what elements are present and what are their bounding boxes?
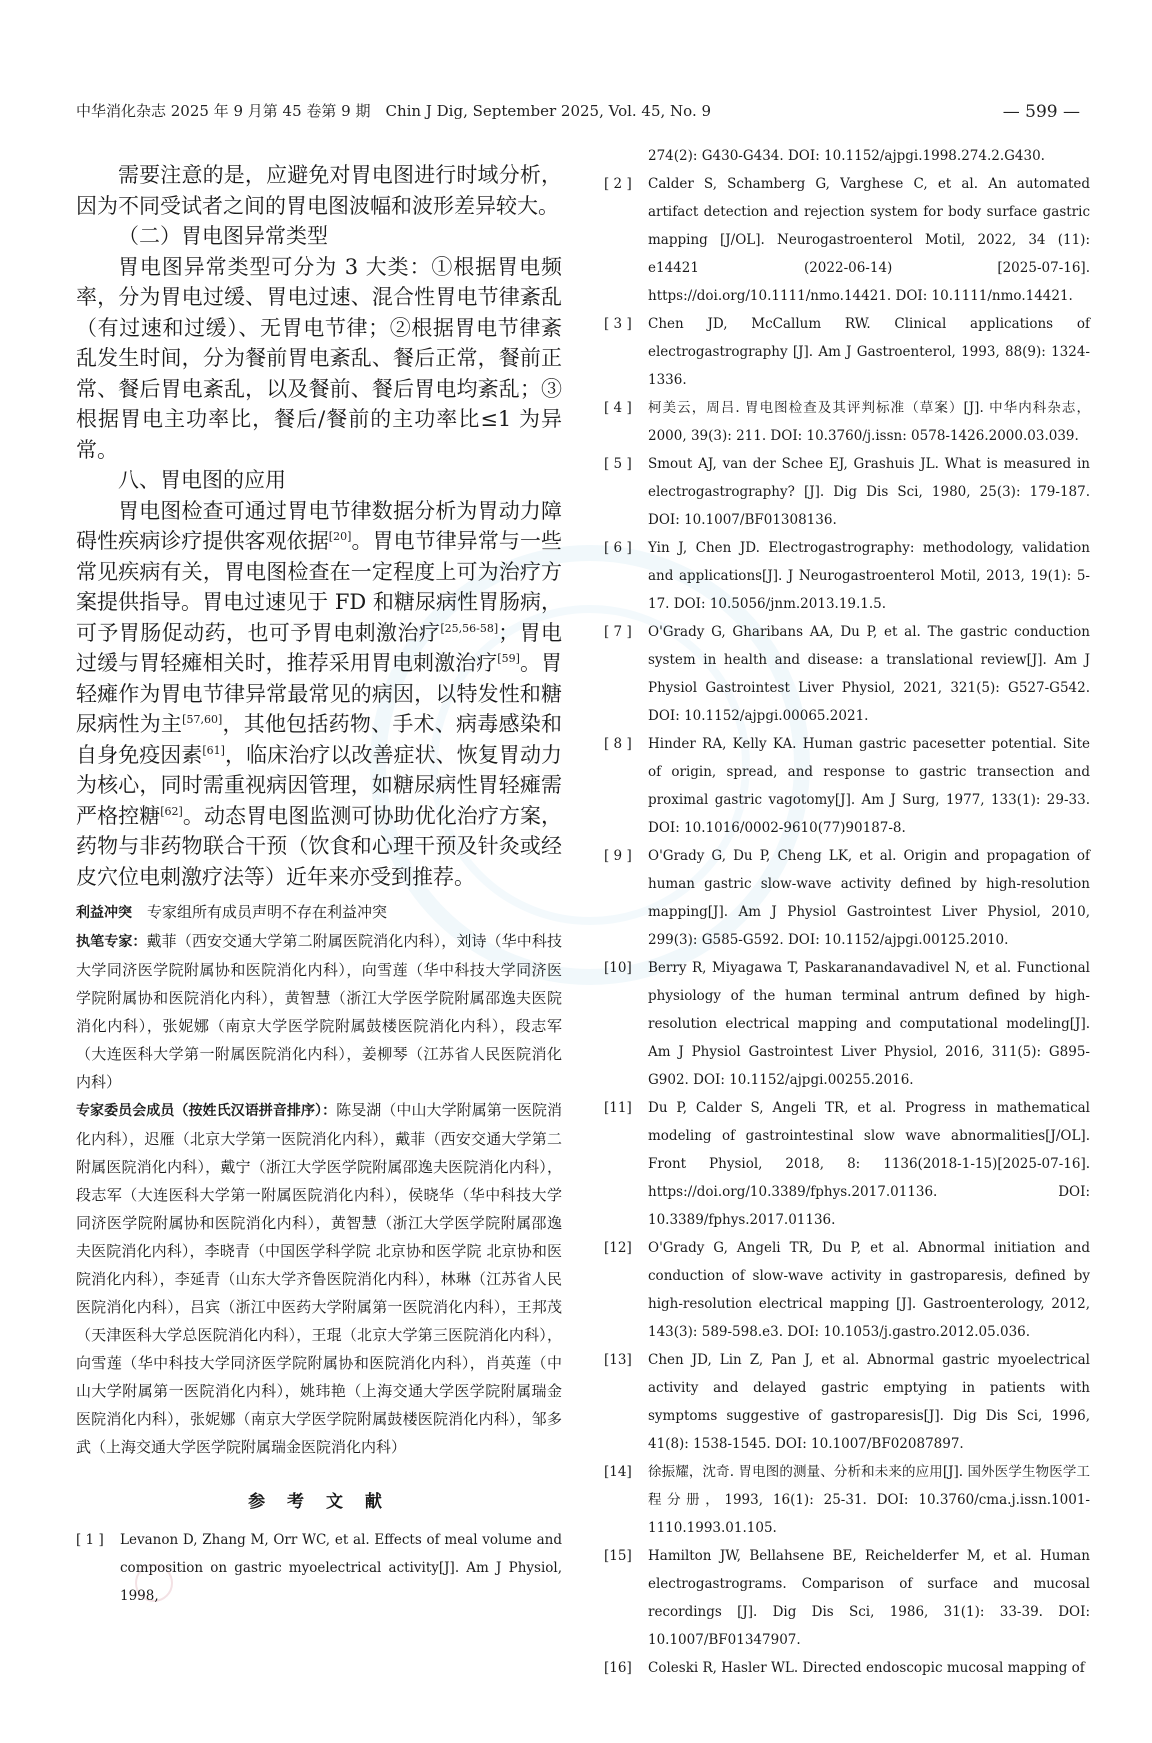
references-title: 参 考 文 献 <box>248 1492 390 1512</box>
right-column <box>604 142 1090 1682</box>
reference-continuation: 274(2): G430-G434. DOI: 10.1152/ajpgi.1998.274.2.G430. <box>648 148 1045 164</box>
citation: [20] <box>328 530 352 543</box>
reference-item: [ 4 ] 柯美云，周吕. 胃电图检查及其评判标准（草案）[J]. 中华内科杂志，2000, 39(3): 211. DOI: 10.3760/j.issn: 0578-1426.2000.03.039. <box>604 400 1090 444</box>
reference-item: [11] Du P, Calder S, Angeli TR, et al. Progress in mathematical modeling of gastrointestinal slow wave abnormalities[J/OL]. Front Physiol, 2018, 8: 1136(2018-1-15)[2025-07-16]. https://doi.org/10.3389/fphys.2017.01136. DOI: 10.3389/fphys.2017.01136. <box>604 1100 1090 1228</box>
reference-item: [ 8 ] Hinder RA, Kelly KA. Human gastric pacesetter potential. Site of origin, spread, and response to gastric transection and proximal gastric vagotomy[J]. Am J Surg, 1977, 133(1): 29-33. DOI: 10.1016/0002-9610(77)90187-8. <box>604 736 1090 836</box>
body-paragraph-3: 胃电图检查可通过胃电节律数据分析为胃动力障碍性疾病诊疗提供客观依据[20]。胃电节律异常与一些常见疾病有关，胃电图检查在一定程度上可为治疗方案提供指导。胃电过速见于 FD 和糖尿病性胃肠病，可予胃肠促动药，也可予胃电刺激治疗[25,56-58]；胃电过缓与胃轻瘫相关时，推荐采用胃电刺激治疗[59]。胃轻瘫作为胃电节律异常最常见的病因，以特发性和糖尿病性为主[57,60]，其他包括药物、手术、病毒感染和自身免疫因素[61]，临床治疗以改善症状、恢复胃动力为核心，同时需重视病因管理，如糖尿病性胃轻瘫需严格控糖[62]。动态胃电图监测可协助优化治疗方案，药物与非药物联合干预（饮食和心理干预及针灸或经皮穴位电刺激疗法等）近年来亦受到推荐。 <box>76 498 563 889</box>
committee-members: 专家委员会成员（按姓氏汉语拼音排序）：陈旻湖（中山大学附属第一医院消化内科），迟雁（北京大学第一医院消化内科），戴菲（西安交通大学第二附属医院消化内科），戴宁（浙江大学医学院附属邵逸夫医院消化内科），段志军（大连医科大学第一附属医院消化内科），侯晓华（华中科技大学同济医学院附属协和医院消化内科），黄智慧（浙江大学医学院附属邵逸夫医院消化内科），李晓青（中国医学科学院 北京协和医学院 北京协和医院消化内科），李延青（山东大学齐鲁医院消化内科），林琳（江苏省人民医院消化内科），吕宾（浙江中医药大学附属第一医院消化内科），王邦茂（天津医科大学总医院消化内科），王琨（北京大学第三医院消化内科），向雪莲（华中科技大学同济医学院附属协和医院消化内科），肖英莲（中山大学附属第一医院消化内科），姚玮艳（上海交通大学医学院附属瑞金医院消化内科），张妮娜（南京大学医学院附属鼓楼医院消化内科），邹多武（上海交通大学医学院附属瑞金医院消化内科） <box>76 1101 562 1456</box>
reference-item: [14] 徐振耀，沈奇. 胃电图的测量、分析和未来的应用[J]. 国外医学生物医学工程分册，1993, 16(1): 25-31. DOI: 10.3760/cma.j.issn.1001-1110.1993.01.105. <box>604 1464 1090 1536</box>
reference-item: [16] Coleski R, Hasler WL. Directed endoscopic mucosal mapping of <box>604 1660 1085 1676</box>
citation: [59] <box>497 652 520 665</box>
reference-item: [12] O'Grady G, Angeli TR, Du P, et al. Abnormal initiation and conduction of slow-wave activity in gastroparesis, defined by high-resolution electrical mapping [J]. Gastroenterology, 2012, 143(3): 589-598.e3. DOI: 10.1053/j.gastro.2012.05.036. <box>604 1240 1090 1340</box>
citation: [25,56-58] <box>440 621 499 635</box>
section-heading-2: （二）胃电图异常类型 <box>118 224 328 248</box>
left-column <box>76 160 562 1610</box>
reference-item: [ 5 ] Smout AJ, van der Schee EJ, Grashuis JL. What is measured in electrogastrography? [J]. Dig Dis Sci, 1980, 25(3): 179-187. DOI: 10.1007/BF01308136. <box>604 456 1090 528</box>
reference-item: [ 9 ] O'Grady G, Du P, Cheng LK, et al. Origin and propagation of human gastric slow-wave activity defined by high-resolution mapping[J]. Am J Physiol Gastrointest Liver Physiol, 2010, 299(3): G585-G592. DOI: 10.1152/ajpgi.00125.2010. <box>604 848 1090 948</box>
reference-item: [ 2 ] Calder S, Schamberg G, Varghese C, et al. An automated artifact detection and rejection system for body surface gastric mapping [J/OL]. Neurogastroenterol Motil, 2022, 34 (11): e14421 (2022-06-14) [2025-07-16]. https://doi.org/10.1111/nmo.14421. DOI: 10.1111/nmo.14421. <box>604 176 1090 304</box>
body-paragraph-2: 胃电图异常类型可分为 3 大类：①根据胃电频率，分为胃电过缓、胃电过速、混合性胃电节律紊乱（有过速和过缓）、无胃电节律；②根据胃电节律紊乱发生时间，分为餐前胃电紊乱、餐后正常，餐前正常、餐后胃电紊乱，以及餐前、餐后胃电均紊乱；③根据胃电主功率比，餐后/餐前的主功率比≤1 为异常。 <box>76 254 562 462</box>
reference-item: [ 6 ] Yin J, Chen JD. Electrogastrography: methodology, validation and applications[J]. J Neurogastroenterol Motil, 2013, 19(1): 5-17. DOI: 10.5056/jnm.2013.19.1.5. <box>604 540 1090 612</box>
reference-item: [15] Hamilton JW, Bellahsene BE, Reichelderfer M, et al. Human electrogastrograms. Comparison of surface and mucosal recordings [J]. Dig Dis Sci, 1986, 31(1): 33-39. DOI: 10.1007/BF01347907. <box>604 1548 1090 1648</box>
section-heading-8: 八、胃电图的应用 <box>118 468 286 492</box>
citation: [61] <box>202 743 225 757</box>
journal-citation: 中华消化杂志 2025 年 9 月第 45 卷第 9 期 Chin J Dig, September 2025, Vol. 45, No. 9 <box>76 102 712 120</box>
conflict-of-interest: 利益冲突 专家组所有成员声明不存在利益冲突 <box>76 903 388 921</box>
citation: [57,60] <box>182 713 223 726</box>
writing-experts: 执笔专家：戴菲（西安交通大学第二附属医院消化内科），刘诗（华中科技大学同济医学院附属协和医院消化内科），向雪莲（华中科技大学同济医学院附属协和医院消化内科），黄智慧（浙江大学医学院附属邵逸夫医院消化内科），张妮娜（南京大学医学院附属鼓楼医院消化内科），段志军（大连医科大学第一附属医院消化内科），姜柳琴（江苏省人民医院消化内科） <box>76 932 562 1091</box>
reference-item: [10] Berry R, Miyagawa T, Paskaranandavadivel N, et al. Functional physiology of the human terminal antrum defined by high-resolution electrical mapping and computational modeling[J]. Am J Physiol Gastrointest Liver Physiol, 2016, 311(5): G895-G902. DOI: 10.1152/ajpgi.00255.2016. <box>604 960 1090 1088</box>
reference-item: [13] Chen JD, Lin Z, Pan J, et al. Abnormal gastric myoelectrical activity and delayed gastric emptying in patients with symptoms suggestive of gastroparesis[J]. Dig Dis Sci, 1996, 41(8): 1538-1545. DOI: 10.1007/BF02087897. <box>604 1352 1090 1452</box>
body-paragraph-1: 需要注意的是，应避免对胃电图进行时域分析，因为不同受试者之间的胃电图波幅和波形差异较大。 <box>76 163 562 218</box>
citation: [62] <box>160 804 183 818</box>
reference-item: [ 7 ] O'Grady G, Gharibans AA, Du P, et al. The gastric conduction system in health and disease: a translational review[J]. Am J Physiol Gastrointest Liver Physiol, 2021, 321(5): G527-G542. DOI: 10.1152/ajpgi.00065.2021. <box>604 624 1090 724</box>
page-number: — 599 — <box>1002 102 1080 122</box>
reference-item: [ 1 ] Levanon D, Zhang M, Orr WC, et al. Effects of meal volume and composition on gastric myoelectrical activity[J]. Am J Physiol, 1998, <box>76 1532 562 1604</box>
reference-item: [ 3 ] Chen JD, McCallum RW. Clinical applications of electrogastrography [J]. Am J Gastroenterol, 1993, 88(9): 1324-1336. <box>604 316 1090 388</box>
page-header <box>76 100 1080 124</box>
